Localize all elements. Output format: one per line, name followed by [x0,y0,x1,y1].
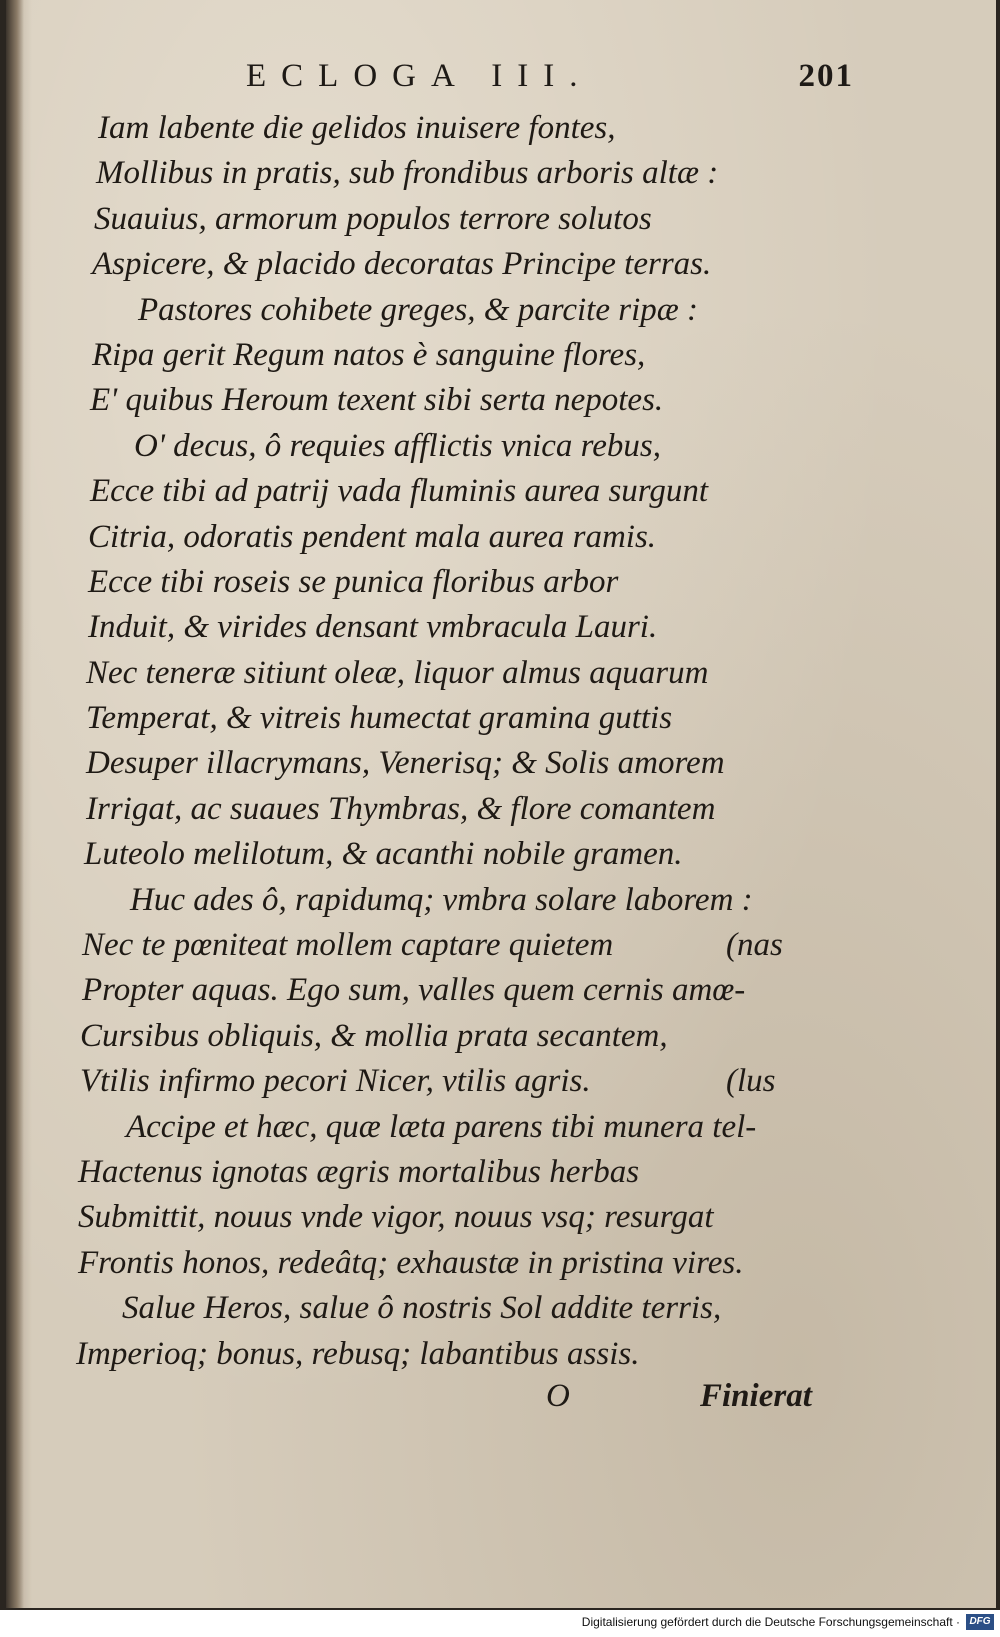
turnover-text: (lus [726,1063,776,1100]
digitization-footer [0,1610,1000,1637]
running-head [246,58,866,98]
verse-line: Imperioq; bonus, rebusq; labantibus assis. [76,1335,640,1372]
verse-line: Pastores cohibete greges, & parcite ripæ : [138,291,698,328]
verse-line: Ecce tibi roseis se punica floribus arbor [88,563,619,600]
verse-line: Ecce tibi ad patrij vada fluminis aurea surgunt [90,473,709,510]
signature-mark: O [546,1378,570,1414]
verse-block [76,106,866,1377]
footer-credit: Digitalisierung gefördert durch die Deutsche Forschungsgemeinschaft · [581,1615,960,1629]
verse-line: Citria, odoratis pendent mala aurea ramis. [88,518,657,555]
book-page [6,0,996,1608]
verse-line: Irrigat, ac suaues Thymbras, & flore comantem [86,790,716,827]
verse-line: Induit, & virides densant vmbracula Lauri. [88,609,658,646]
verse-line-text: Nec te pœniteat mollem captare quietem [82,927,614,964]
verse-line: Huc ades ô, rapidumq; vmbra solare laborem : [130,881,753,918]
verse-line: Cursibus obliquis, & mollia prata secantem, [80,1017,668,1054]
verse-line: Propter aquas. Ego sum, valles quem cernis amœ- [82,972,746,1009]
catchword: Finierat [700,1378,812,1414]
verse-line: Ripa gerit Regum natos è sanguine flores, [92,336,646,373]
verse-line: Submittit, nouus vnde vigor, nouus vsq; resurgat [78,1199,714,1236]
dfg-logo: DFG [966,1614,994,1630]
page-number: 201 [798,58,854,94]
verse-line: O' decus, ô requies afflictis vnica rebus, [134,427,662,464]
verse-line: Luteolo melilotum, & acanthi nobile gramen. [84,836,683,873]
verse-line: Accipe et hæc, quæ læta parens tibi munera tel- [126,1108,757,1145]
catch-row [76,1378,866,1424]
turnover-text: (nas [726,927,783,964]
verse-line: Iam labente die gelidos inuisere fontes, [98,110,616,146]
verse-line: Aspicere, & placido decoratas Principe terras. [92,246,712,283]
verse-line: Temperat, & vitreis humectat gramina guttis [86,700,673,737]
verse-line: Desuper illacrymans, Venerisq; & Solis amorem [86,745,725,782]
verse-line-with-turnover [76,923,866,968]
verse-line: Suauius, armorum populos terrore solutos [94,200,652,237]
verse-line: Nec teneræ sitiunt oleæ, liquor almus aquarum [86,654,709,691]
verse-line: E' quibus Heroum texent sibi serta nepotes. [90,382,664,419]
verse-line: Hactenus ignotas ægris mortalibus herbas [78,1153,640,1190]
verse-line-with-turnover [76,1059,866,1104]
verse-line: Frontis honos, redeâtq; exhaustæ in pristina vires. [78,1244,744,1281]
running-title: ECLOGA III. [246,58,593,94]
verse-line: Salue Heros, salue ô nostris Sol addite terris, [122,1290,722,1327]
verse-line-text: Vtilis infirmo pecori Nicer, vtilis agris. [80,1063,591,1100]
verse-line: Mollibus in pratis, sub frondibus arboris altæ : [96,155,719,192]
gutter-shadow [6,0,24,1608]
